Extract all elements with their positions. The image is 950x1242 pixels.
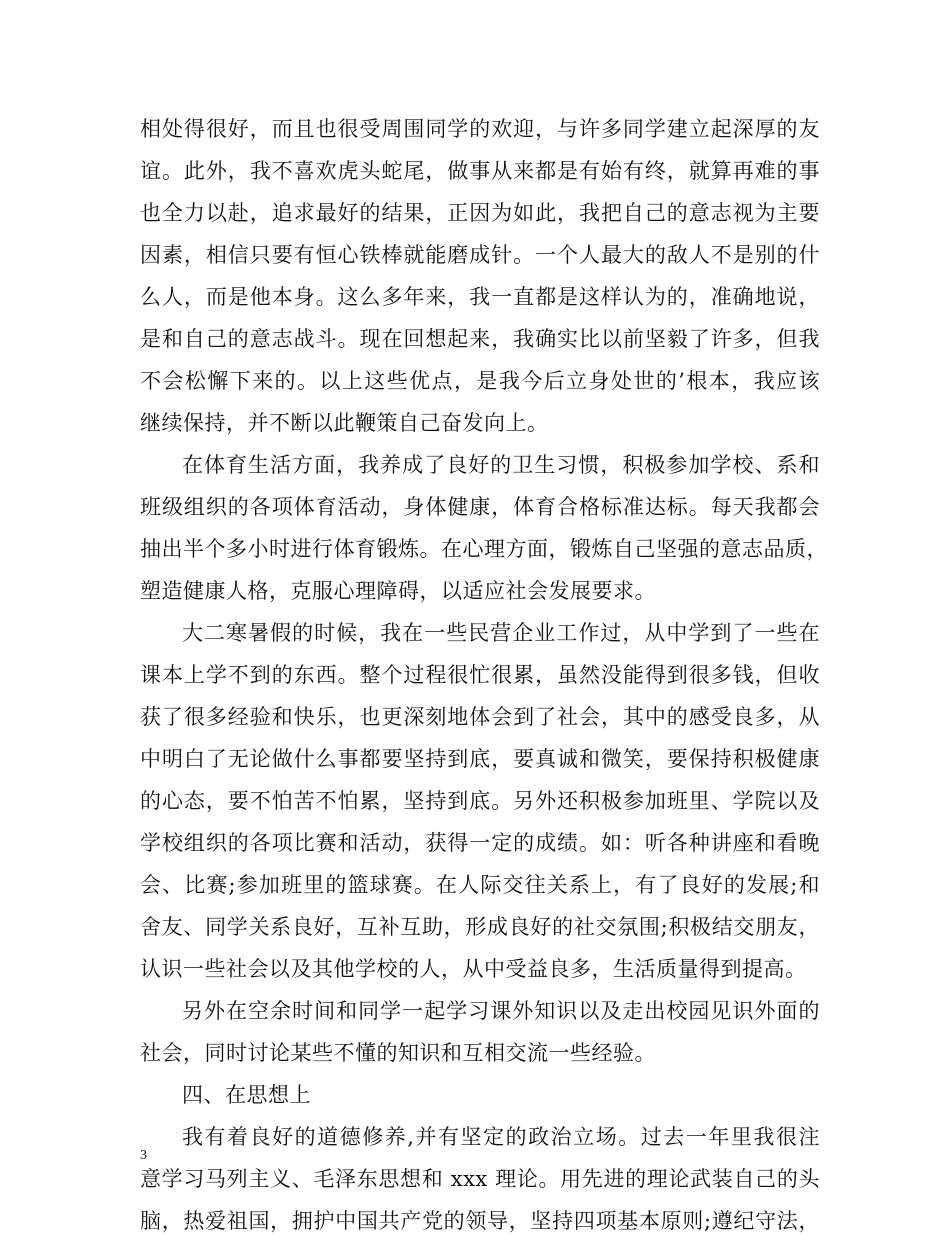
text-line: 班级组织的各项体育活动，身体健康，体育合格标准达标。每天我都会 <box>140 495 820 519</box>
text-line: 么人，而是他本身。这么多年来，我一直都是这样认为的，准确地说， <box>140 285 820 309</box>
text-line: 认识一些社会以及其他学校的人，从中受益良多，生活质量得到提高。 <box>140 957 807 981</box>
text-line: 获了很多经验和快乐，也更深刻地体会到了社会，其中的感受良多，从 <box>140 705 820 729</box>
text-line: 另外在空余时间和同学一起学习课外知识以及走出校园见识外面的 <box>182 999 820 1023</box>
text-line: 意学习马列主义、毛泽东思想和 xxx 理论。用先进的理论武装自己的头 <box>140 1167 820 1191</box>
body-text <box>140 108 828 1242</box>
text-line: 抽出半个多小时进行体育锻炼。在心理方面，锻炼自己坚强的意志品质， <box>140 537 828 561</box>
text-line: 学校组织的各项比赛和活动，获得一定的成绩。如：听各种讲座和看晚 <box>140 831 820 855</box>
page-number: 3 <box>140 1148 147 1163</box>
text-line: 在体育生活方面，我养成了良好的卫生习惯，积极参加学校、系和 <box>182 453 820 477</box>
text-line: 社会，同时讨论某些不懂的知识和互相交流一些经验。 <box>140 1041 656 1065</box>
text-line: 我有着良好的道德修养,并有坚定的政治立场。过去一年里我很注 <box>182 1125 820 1149</box>
text-line: 塑造健康人格，克服心理障碍，以适应社会发展要求。 <box>140 579 656 603</box>
text-line: 不会松懈下来的。以上这些优点，是我今后立身处世的’根本，我应该 <box>140 369 820 393</box>
text-line: 四、在思想上 <box>182 1083 311 1107</box>
text-line: 也全力以赴，追求最好的结果，正因为如此，我把自己的意志视为主要 <box>140 201 820 225</box>
text-line: 脑，热爱祖国，拥护中国共产党的领导，坚持四项基本原则;遵纪守法， <box>140 1209 820 1233</box>
text-line: 因素，相信只要有恒心铁棒就能磨成针。一个人最大的敌人不是别的什 <box>140 243 820 267</box>
text-line: 课本上学不到的东西。整个过程很忙很累，虽然没能得到很多钱，但收 <box>140 663 820 687</box>
text-line: 大二寒暑假的时候，我在一些民营企业工作过，从中学到了一些在 <box>182 621 820 645</box>
text-line: 相处得很好，而且也很受周围同学的欢迎，与许多同学建立起深厚的友 <box>140 117 820 141</box>
text-line: 舍友、同学关系良好，互补互助，形成良好的社交氛围;积极结交朋友， <box>140 915 820 939</box>
text-line: 继续保持，并不断以此鞭策自己奋发向上。 <box>140 411 549 435</box>
text-line: 谊。此外，我不喜欢虎头蛇尾，做事从来都是有始有终，就算再难的事 <box>140 159 820 183</box>
text-line: 中明白了无论做什么事都要坚持到底，要真诚和微笑，要保持积极健康 <box>140 747 820 771</box>
text-line: 是和自己的意志战斗。现在回想起来，我确实比以前坚毅了许多，但我 <box>140 327 820 351</box>
text-line: 的心态，要不怕苦不怕累，坚持到底。另外还积极参加班里、学院以及 <box>140 789 820 813</box>
text-line: 会、比赛;参加班里的篮球赛。在人际交往关系上，有了良好的发展;和 <box>140 873 820 897</box>
